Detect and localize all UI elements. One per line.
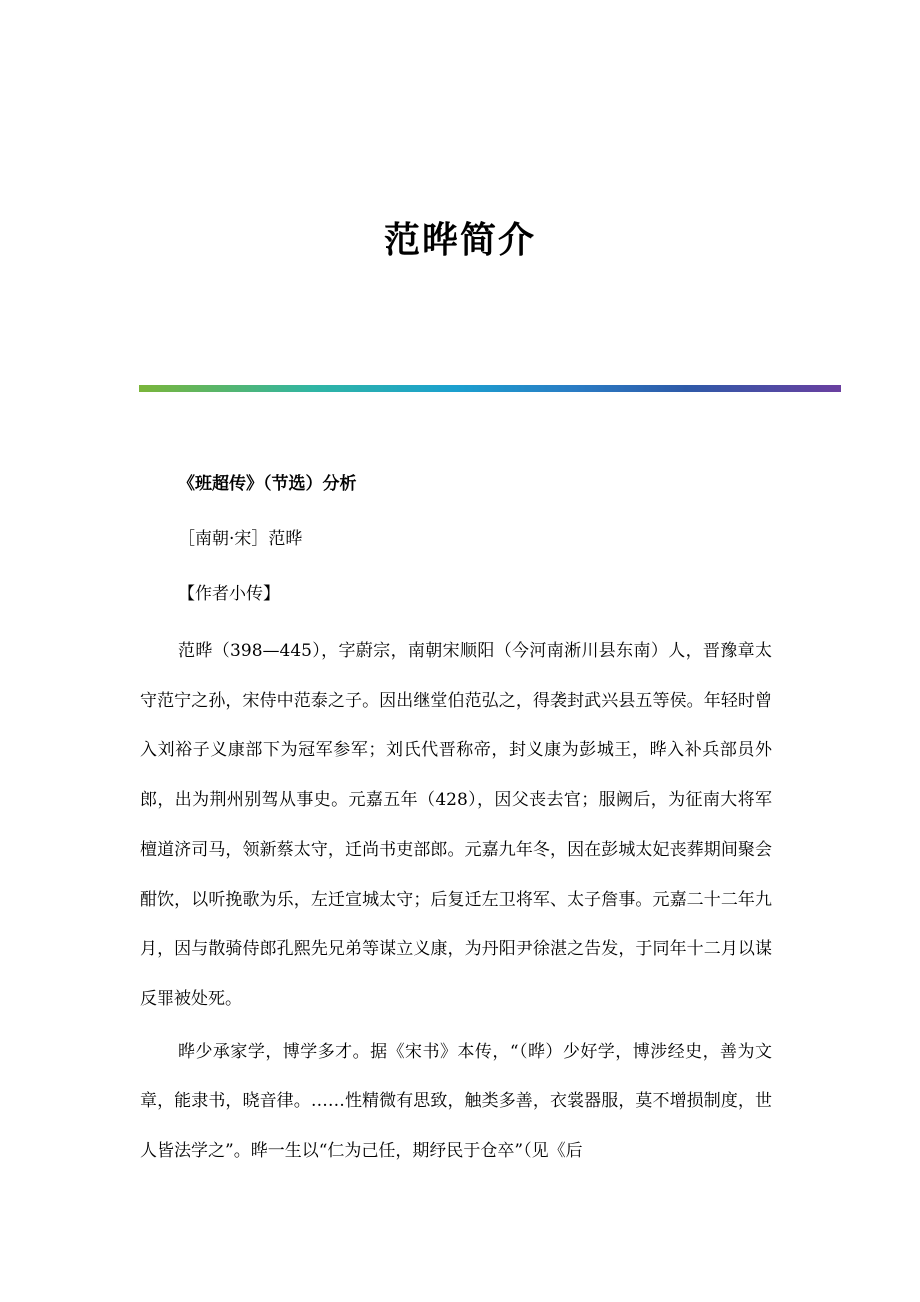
gradient-divider [139, 385, 841, 392]
article-byline: ［南朝·宋］范晔 [178, 529, 303, 549]
section-label: 【作者小传】 [178, 584, 280, 604]
paragraph-author-bio: 范晔（398—445），字蔚宗，南朝宋顺阳（今河南淅川县东南）人，晋豫章太守范宁之孙，宋侍中范泰之子。因出继堂伯范弘之，得袭封武兴县五等侯。年轻时曾入刘裕子义康部下为冠军参军；刘氏代晋称帝，封义康为彭城王，晔入补兵部员外郎，出为荆州别驾从事史。元嘉五年（428），因父丧去官；服阙后，为征南大将军檀道济司马，领新蔡太守，迁尚书吏部郎。元嘉九年冬，因在彭城太妃丧葬期间聚会酣饮，以听挽歌为乐，左迁宣城太守；后复迁左卫将军、太子詹事。元嘉二十二年九月，因与散骑侍郎孔熙先兄弟等谋立义康，为丹阳尹徐湛之告发，于同年十二月以谋反罪被处死。 [140, 641, 772, 1009]
article-body [140, 462, 772, 1180]
article-heading: 《班超传》（节选）分析 [178, 474, 357, 494]
document-title: 范晔简介 [383, 219, 536, 261]
paragraph-scholarship: 晔少承家学，博学多才。据《宋书》本传，“（晔）少好学，博涉经史，善为文章，能隶书，晓音律。……性精微有思致，触类多善，衣裳器服，莫不增损制度，世人皆法学之”。晔一生以“仁为己任，期纾民于仓卒”（见《后 [140, 1041, 772, 1162]
